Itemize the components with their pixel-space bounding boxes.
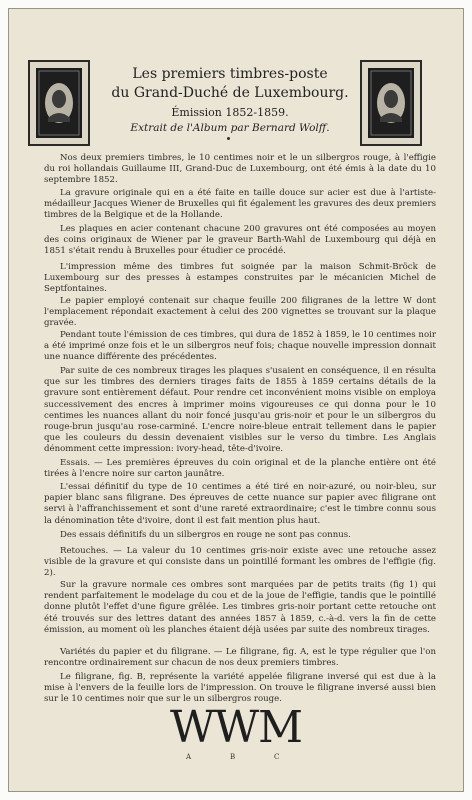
paragraph-essais: Essais. — Les premières épreuves du coin original et de la planche entière ont été tirées à l'encre noire sur carton jaunâtre. [44, 458, 436, 480]
divider-dot [227, 137, 230, 140]
watermark-letter-c: M [258, 702, 306, 753]
page-subtitle: Émission 1852-1859. [171, 106, 289, 119]
paragraph-varietes: Variétés du papier et du filigrane. — Le filigrane, fig. A, est le type régulier que l'on rencontre ordinairement sur chacun de nos deux premiers timbres. [44, 647, 436, 669]
paragraph: L'essai définitif du type de 10 centimes a été tiré en noir-azuré, ou noir-bleu, sur papier blanc sans filigrane. Des épreuves de cette nuance sur papier avec filigrane ont servi à l'affranchissement et sont d'une rareté extraordinaire; c'est le timbre connu sous la dénomination tête d'ivoire, dont il est fait mention plus haut. [44, 482, 436, 526]
page-title-line1: Les premiers timbres-poste [132, 66, 328, 82]
paragraph-retouches: Retouches. — La valeur du 10 centimes gris-noir existe avec une retouche assez visible de la gravure et qui consiste dans un pointillé formant les ombres de l'effigie (fig. 2). [44, 546, 436, 579]
watermark-letter-b: W [214, 702, 262, 753]
paragraph: Nos deux premiers timbres, le 10 centimes noir et le un silbergros rouge, à l'effigie du roi hollandais Guillaume III, Grand-Duc de Luxembourg, ont été émis à la date du 10 septembre 1852. [44, 153, 436, 186]
watermark-letter-a: W [170, 702, 218, 753]
paragraph: Sur la gravure normale ces ombres sont marquées par de petits traits (fig 1) qui rendent parfaitement le modelage du cou et de la joue de l'effigie, tandis que le pointillé donne plutôt l'effet d'une figure grêlée. Les timbres gris-noir portant cette retouche ont été trouvés sur des lettres datant des années 1857 à 1859, c.-à-d. vers la fin de cette émission, au moment où les planches étaient déjà usées par suite des nombreux tirages. [44, 580, 436, 635]
source-credit: Extrait de l'Album par Bernard Wolff. [130, 122, 330, 134]
figure-label-c: C [274, 753, 280, 761]
figure-label-b: B [230, 753, 236, 761]
stamp-portrait-icon [360, 60, 422, 146]
paragraph: Le filigrane, fig. B, représente la variété appelée filigrane inversé qui est due à la mise à l'envers de la feuille lors de l'impression. On trouve le filigrane inversé aussi bien sur le 10 centimes noir que sur le un silbergros rouge. [44, 672, 436, 705]
paragraph: Pendant toute l'émission de ces timbres, qui dura de 1852 à 1859, le 10 centimes noir a été imprimé onze fois et le un silbergros neuf fois; chaque nouvelle impression donnait une nuance différente des précédentes. [44, 330, 436, 363]
stamp-portrait-icon [36, 68, 82, 138]
paragraph: L'impression même des timbres fut soignée par la maison Schmit-Bröck de Luxembourg sur des presses à estampes construites par le mécanicien Michel de Septfontaines. [44, 262, 436, 295]
stamp-portrait-icon [368, 68, 414, 138]
paragraph: Les plaques en acier contenant chacune 200 gravures ont été composées au moyen des coins originaux de Wiener par le graveur Barth-Wahl de Luxembourg qui déjà en 1851 s'était rendu à Bruxelles pour étudier ce procédé. [44, 224, 436, 257]
paragraph: Des essais définitifs du un silbergros en rouge ne sont pas connus. [60, 530, 351, 540]
paragraph: Le papier employé contenait sur chaque feuille 200 filigranes de la lettre W dont l'emplacement répondait exactement à celui des 200 vignettes se trouvant sur la plaque gravée. [44, 296, 436, 329]
paragraph: Par suite de ces nombreux tirages les plaques s'usaient en conséquence, il en résulta que sur les timbres des derniers tirages faits de 1855 à 1859 certains détails de la gravure sont entièrement défaut. Pour rendre cet inconvénient moins visible on employa successivement des encres à imprimer moins vigoureuses ce qui donna pour le 10 centimes les nuances allant du noir foncé jusqu'au gris-noir et pour le un silbergros du rouge-brun jusqu'au rose-carminé. L'encre noire-bleue entrait tellement dans le papier que les couleurs du dessin devenaient visibles sur le verso du timbre. Les Anglais dénomment cette impression: ivory-head, tête-d'ivoire. [44, 366, 436, 455]
stamp-portrait-icon [28, 60, 90, 146]
page-title-line2: du Grand-Duché de Luxembourg. [111, 85, 349, 101]
paragraph: La gravure originale qui en a été faite en taille douce sur acier est due à l'artiste-médailleur Jacques Wiener de Bruxelles qui fit également les gravures des deux premiers timbres de la Belgique et de la Hollande. [44, 188, 436, 221]
figure-label-a: A [186, 753, 192, 761]
